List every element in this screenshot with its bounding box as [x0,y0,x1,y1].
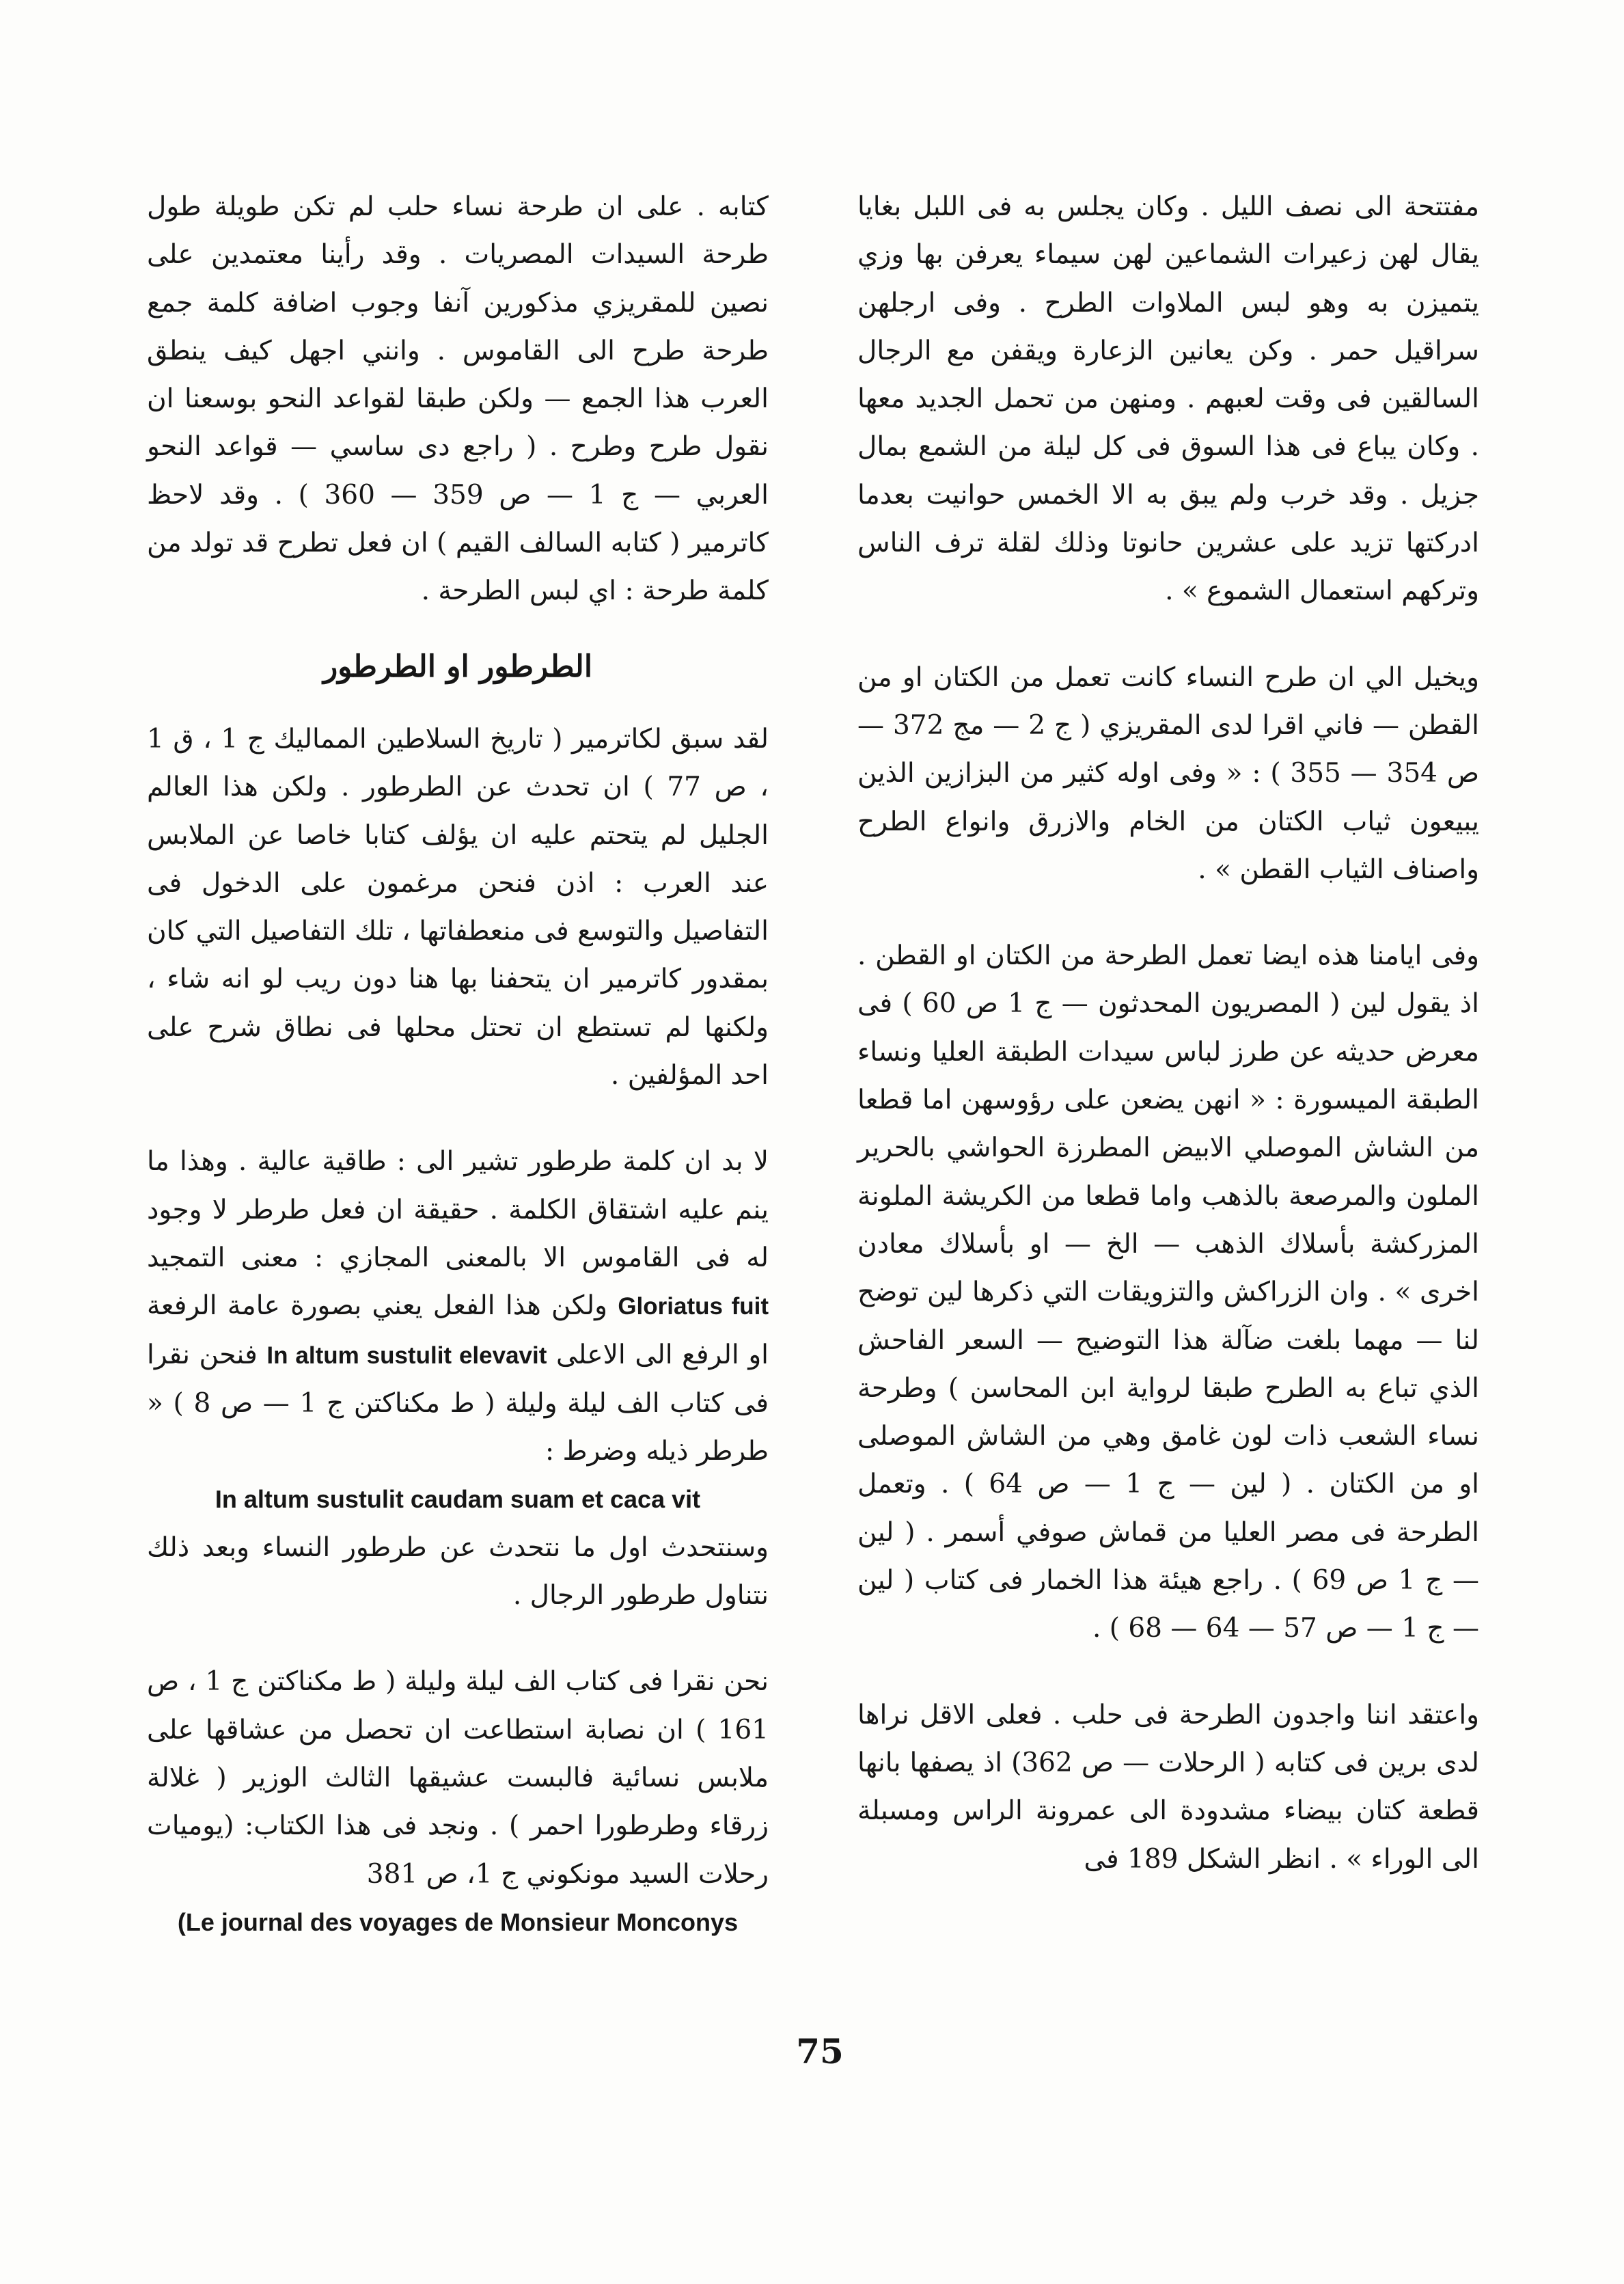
paragraph-text: لا بد ان كلمة طرطور تشير الى : طاقية عالية . وهذا ما ينم عليه اشتقاق الكلمة . حقيقة ان فعل طرطر لا وجود له فى القاموس الا بالمعنى المجازي : معنى التمجيد [147,1146,769,1273]
paragraph-text: وسنتحدث اول ما نتحدث عن طرطور النساء وبعد ذلك نتناول طرطور الرجال . [147,1532,769,1612]
paragraph-text: نحن نقرا فى كتاب الف ليلة وليلة ( ط مكناكتن ج 1 ، ص 161 ) ان نصابة استطاعت ان تحصل من عشاقها على ملابس نسائية فالبست عشيقها الثالث الوزير ( غلالة زرقاء وطرطورا احمر ) . ونجد فى هذا الكتاب: (يوميات رحلات السيد مونكوني ج 1، ص 381 [147,1666,769,1890]
left-text-column [147,183,769,1946]
paragraph: واعتقد اننا واجدون الطرحة فى حلب . فعلى الاقل نراها لدى برين فى كتابه ( الرحلات — ص 362) اذ يصفها بانها قطعة كتان بيضاء مشدودة الى عمرونة الراس ومسبلة الى الوراء » . انظر الشكل 189 فى [857,1699,1479,1875]
page-number: 75 [796,2031,844,2071]
paragraph: لقد سبق لكاترمير ( تاريخ السلاطين المماليك ج 1 ، ق 1 ، ص 77 ) ان تحدث عن الطرطور . ولكن هذا العالم الجليل لم يتحتم عليه ان يؤلف كتابا خاصا عن الملابس عند العرب : اذن فنحن مرغمون على الدخول فى التفاصيل والتوسع فى منعطفاتها ، تلك التفاصيل التي كان بمقدور كاترمير ان يتحفنا بها هنا دون ريب لو انه شاء ، ولكنها لم تستطع ان تحتل محلها فى نطاق شرح على احد المؤلفين . [147,723,769,1091]
right-text-column [857,183,1479,1884]
paragraph: وفى ايامنا هذه ايضا تعمل الطرحة من الكتان او القطن . اذ يقول لين ( المصريون المحدثون — ج 1 ص 60 ) فى معرض حديثه عن طرز لباس سيدات الطبقة العليا ونساء الطبقة الميسورة : « انهن يضعن على رؤوسهن اما قطعا من الشاش الموصلي الابيض المطرزة الحواشي بالحرير الملون والمرصعة بالذهب واما قطعا من الكريشة الملونة المزركشة بأسلاك الذهب — الخ — او بأسلاك معادن اخرى » . وان الزراكش والتزويقات التي ذكرها لين توضح لنا — مهما بلغت ضآلة هذا التوضيح — السعر الفاحش الذي تباع به الطرح طبقا لرواية ابن المحاسن ) وطرحة نساء الشعب ذات لون غامق وهي من الشاش الموصلى او من الكتان . ( لين — ج 1 — ص 64 ) . وتعمل الطرحة فى مصر العليا من قماش صوفي أسمر . ( لين — ج 1 ص 69 ) . راجع هيئة هذا الخمار فى كتاب ( لين — ج 1 — ص 57 — 64 — 68 ) . [857,940,1480,1644]
latin-quote: In altum sustulit elevavit [266,1342,547,1369]
paragraph-text: فنحن نقرا فى كتاب الف ليلة وليلة ( ط مكناكتن ج 1 — ص 8 ) « طرطر ذيله وضرط : [147,1339,769,1467]
latin-quote: (Le journal des voyages de Monsieur Monconys [177,1907,739,1936]
paragraph [147,1658,769,1946]
paragraph [147,1138,769,1620]
paragraph: مفتتحة الى نصف الليل . وكان يجلس به فى اللبل بغايا يقال لهن زعيرات الشماعين لهن سيماء يعرفن بها وزي يتميزن به وهو لبس الملاوات الطرح . وفى ارجلهن سراقيل حمر . وكن يعانين الزعارة ويقفن مع الرجال السالقين فى وقت لعبهم . ومنهن من تحمل الجديد معها . وكان يباع فى هذا السوق فى كل ليلة من الشمع بمال جزيل . وقد خرب ولم يبق به الا الخمس حوانيت بعدما ادركتها تزيد على عشرين حانوتا وذلك لقلة ترف الناس وتركهم استعمال الشموع » . [857,191,1479,607]
paragraph: كتابه . على ان طرحة نساء حلب لم تكن طويلة طول طرحة السيدات المصريات . وقد رأينا معتمدين على نصين للمقريزي مذكورين آنفا وجوب اضافة كلمة جمع طرحة طرح الى القاموس . وانني اجهل كيف ينطق العرب هذا الجمع — ولكن طبقا لقواعد النحو بوسعنا ان نقول طرح وطرح . ( راجع دى ساسي — قواعد النحو العربي — ج 1 — ص 359 — 360 ) . وقد لاحظ كاترمير ( كتابه السالف القيم ) ان فعل تطرح قد تولد من كلمة طرحة : اي لبس الطرحة . [147,191,769,607]
paragraph-text: ولكن هذا الفعل يعني بصورة عامة الرفعة او الرفع الى الاعلى [147,1290,769,1370]
latin-quote: In altum sustulit caudam suam et caca vit [215,1485,701,1514]
section-heading: الطرطور او الطرطور [322,649,593,684]
latin-quote: Gloriatus fuit [618,1293,769,1320]
paragraph: ويخيل الي ان طرح النساء كانت تعمل من الكتان او من القطن — فاني اقرا لدى المقريزي ( ج 2 — مج 372 — ص 354 — 355 ) : « وفى اوله كثير من البزازين الذين يبيعون ثياب الكتان من الخام والازرق وانواع الطرح واصناف الثياب القطن » . [857,662,1479,885]
